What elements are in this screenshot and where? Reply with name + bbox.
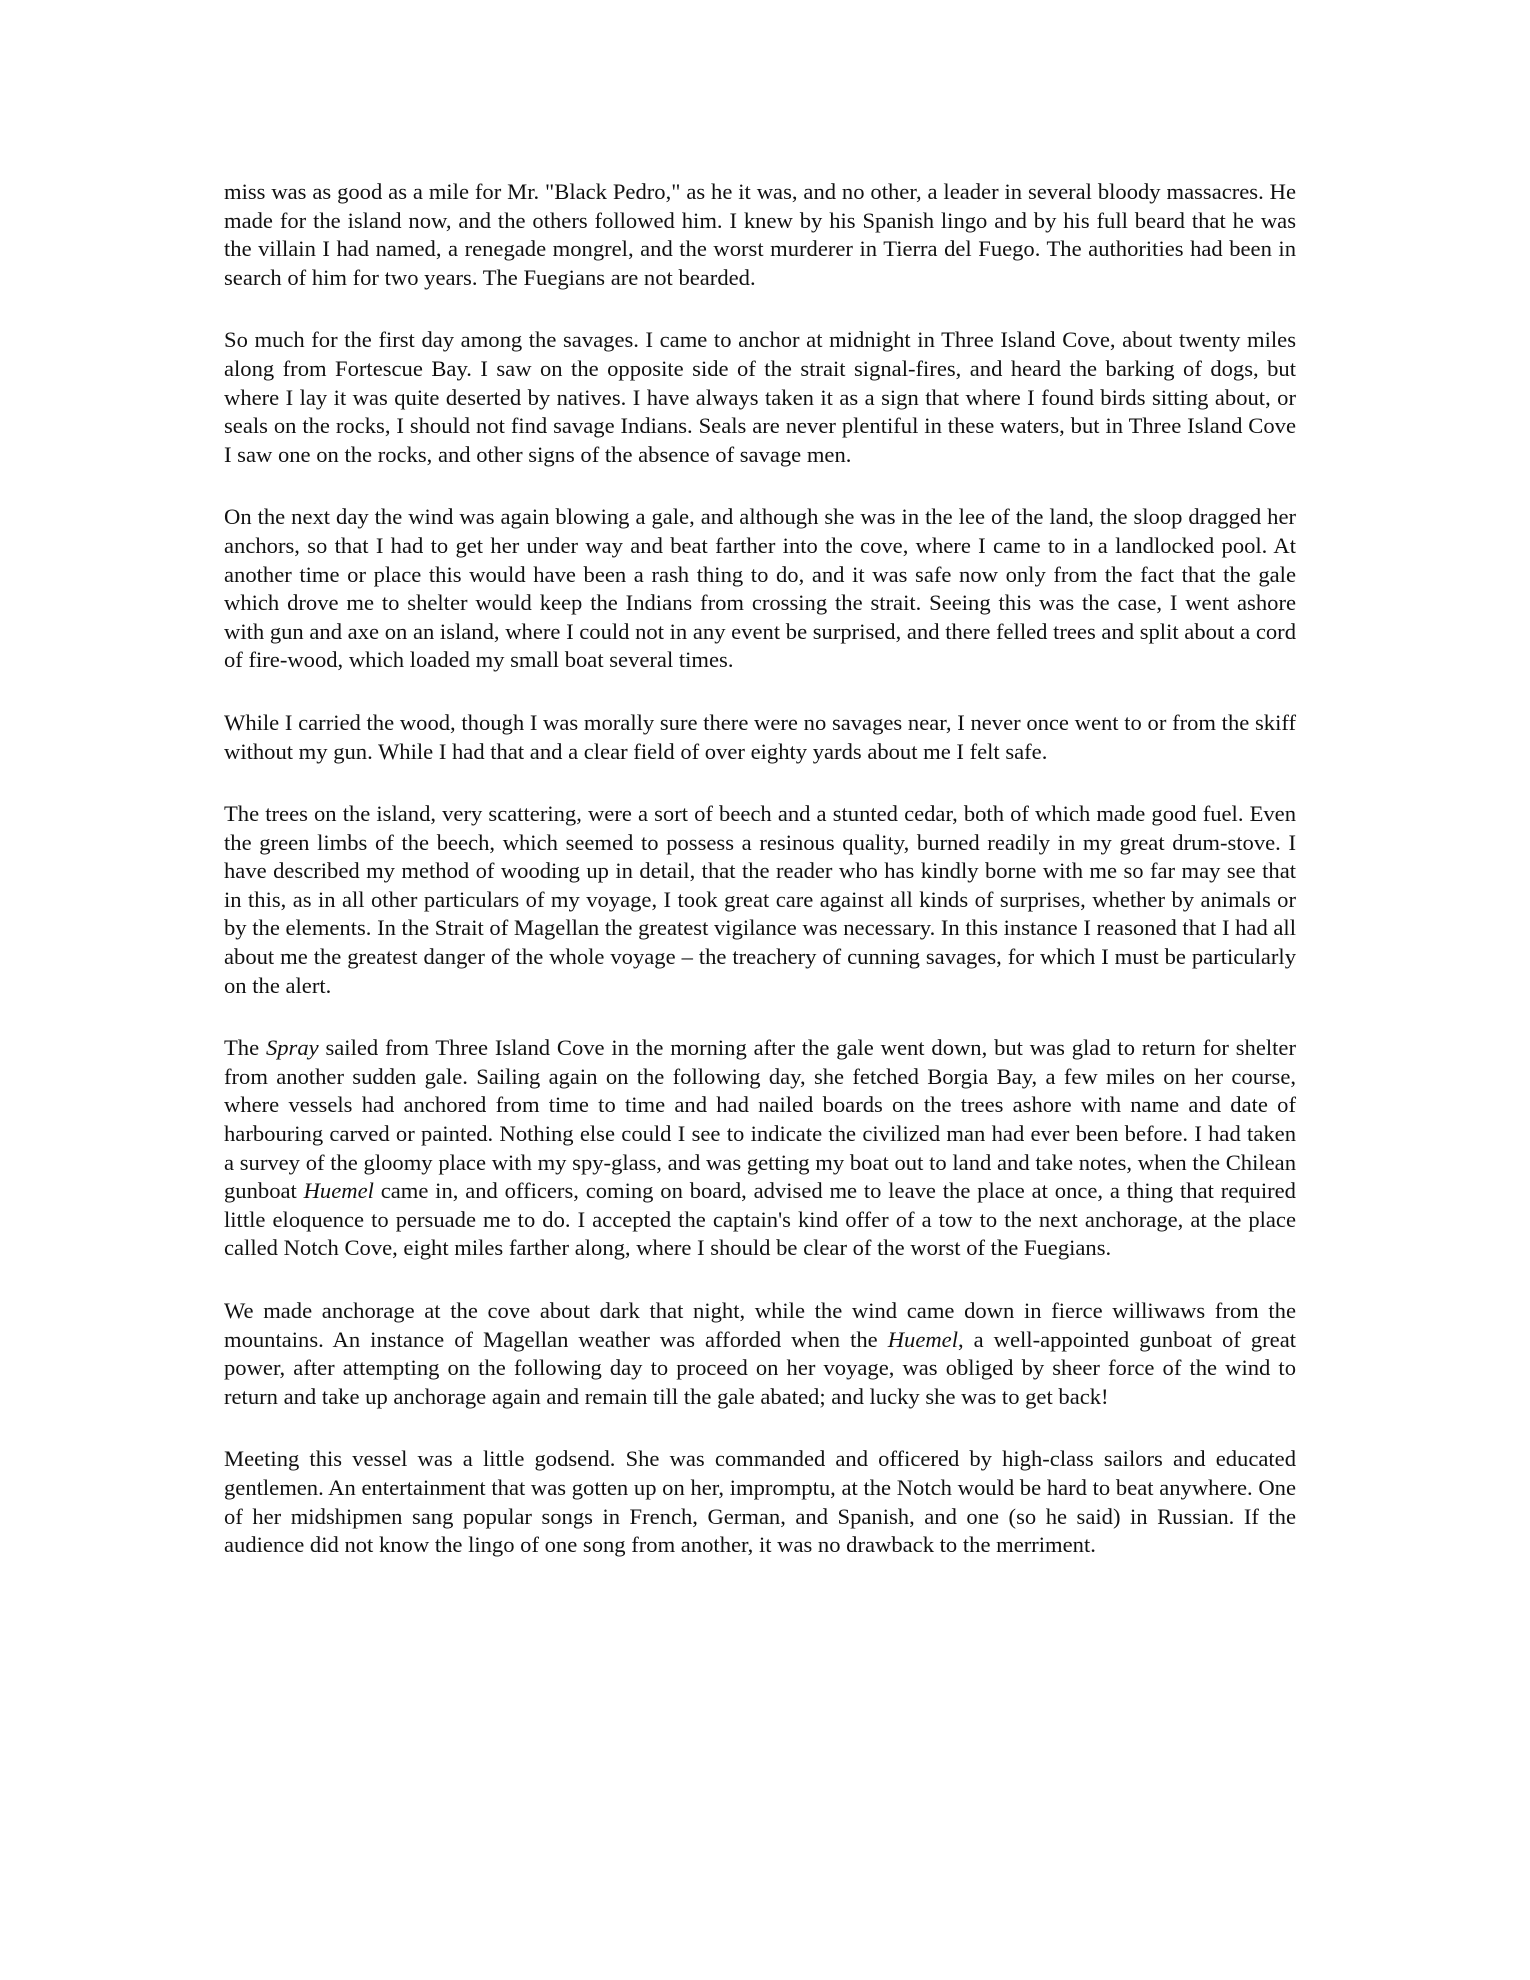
- paragraph-text: On the next day the wind was again blowing a gale, and although she was in the lee of the land, the sloop dragged her anchors, so that I had to get her under way and beat farther into the cove, where I came to in a landlocked pool. At another time or place this would have been a rash thing to do, and it was safe now only from the fact that the gale which drove me to shelter would keep the Indians from crossing the strait. Seeing this was the case, I went ashore with gun and axe on an island, where I could not in any event be surprised, and there felled trees and split about a cord of fire-wood, which loaded my small boat several times.: [224, 504, 1296, 673]
- paragraph-text: The: [224, 1035, 266, 1061]
- paragraph-spray-sailed: [224, 1034, 1296, 1263]
- paragraph-carrying-wood: [224, 709, 1296, 766]
- paragraph-text: sailed from Three Island Cove in the morning after the gale went down, but was glad to return for shelter from another sudden gale. Sailing again on the following day, she fetched Borgia Bay, a few miles on her course, where vessels had anchored from time to time and had nailed boards on the trees ashore with name and date of harbouring carved or painted. Nothing else could I see to indicate the civilized man had ever been before. I had taken a survey of the gloomy place with my spy-glass, and was getting my boat out to land and take notes, when the Chilean gunboat: [224, 1035, 1296, 1204]
- ship-name-huemel: Huemel: [887, 1326, 958, 1352]
- paragraph-text: So much for the first day among the savages. I came to anchor at midnight in Three Island Cove, about twenty miles along from Fortescue Bay. I saw on the opposite side of the strait signal-fires, and heard the barking of dogs, but where I lay it was quite deserted by natives. I have always taken it as a sign that where I found birds sitting about, or seals on the rocks, I should not find savage Indians. Seals are never plentiful in these waters, but in Three Island Cove I saw one on the rocks, and other signs of the absence of savage men.: [224, 327, 1296, 467]
- paragraph-anchorage-cove: [224, 1297, 1296, 1411]
- paragraph-text: miss was as good as a mile for Mr. "Black Pedro," as he it was, and no other, a leader in several bloody massacres. He made for the island now, and the others followed him. I knew by his Spanish lingo and by his full beard that he was the villain I had named, a renegade mongrel, and the worst murderer in Tierra del Fuego. The authorities had been in search of him for two years. The Fuegians are not bearded.: [224, 179, 1296, 290]
- paragraph-text: Meeting this vessel was a little godsend. She was commanded and officered by high-class sailors and educated gentlemen. An entertainment that was gotten up on her, impromptu, at the Notch would be hard to beat anywhere. One of her midshipmen sang popular songs in French, German, and Spanish, and one (so he said) in Russian. If the audience did not know the lingo of one song from another, it was no drawback to the merriment.: [224, 1446, 1296, 1558]
- ship-name-huemel: Huemel: [303, 1178, 374, 1204]
- paragraph-text: While I carried the wood, though I was morally sure there were no savages near, I never once went to or from the skiff without my gun. While I had that and a clear field of over eighty yards about me I felt safe.: [224, 709, 1296, 764]
- paragraph-island-trees: [224, 800, 1296, 1000]
- paragraph-text: came in, and officers, coming on board, advised me to leave the place at once, a thing that required little eloquence to persuade me to do. I accepted the captain's kind offer of a tow to the next anchorage, at the place called Notch Cove, eight miles farther along, where I should be clear of the worst of the Fuegians.: [224, 1178, 1296, 1261]
- paragraph-text: The trees on the island, very scattering, were a sort of beech and a stunted cedar, both of which made good fuel. Even the green limbs of the beech, which seemed to possess a resinous quality, burned readily in my great drum-stove. I have described my method of wooding up in detail, that the reader who has kindly borne with me so far may see that in this, as in all other particulars of my voyage, I took great care against all kinds of surprises, whether by animals or by the elements. In the Strait of Magellan the greatest vigilance was necessary. In this instance I reasoned that I had all about me the greatest danger of the whole voyage – the treachery of cunning savages, for which I must be particularly on the alert.: [224, 801, 1296, 998]
- ship-name-spray: Spray: [265, 1035, 319, 1061]
- paragraph-text: We made anchorage at the cove about dark that night, while the wind came down in fierce williwaws from the mountains. An instance of Magellan weather was afforded when the: [224, 1298, 1296, 1352]
- paragraph-gale-anchors: [224, 503, 1296, 675]
- paragraph-three-island-cove: [224, 326, 1296, 469]
- paragraph-black-pedro: [224, 178, 1296, 292]
- paragraph-text: , a well-appointed gunboat of great power, after attempting on the following day to proceed on her voyage, was obliged by sheer force of the wind to return and take up anchorage again and remain till the gale abated; and lucky she was to get back!: [224, 1326, 1296, 1409]
- document-page: [224, 178, 1296, 1560]
- paragraph-godsend: [224, 1445, 1296, 1559]
